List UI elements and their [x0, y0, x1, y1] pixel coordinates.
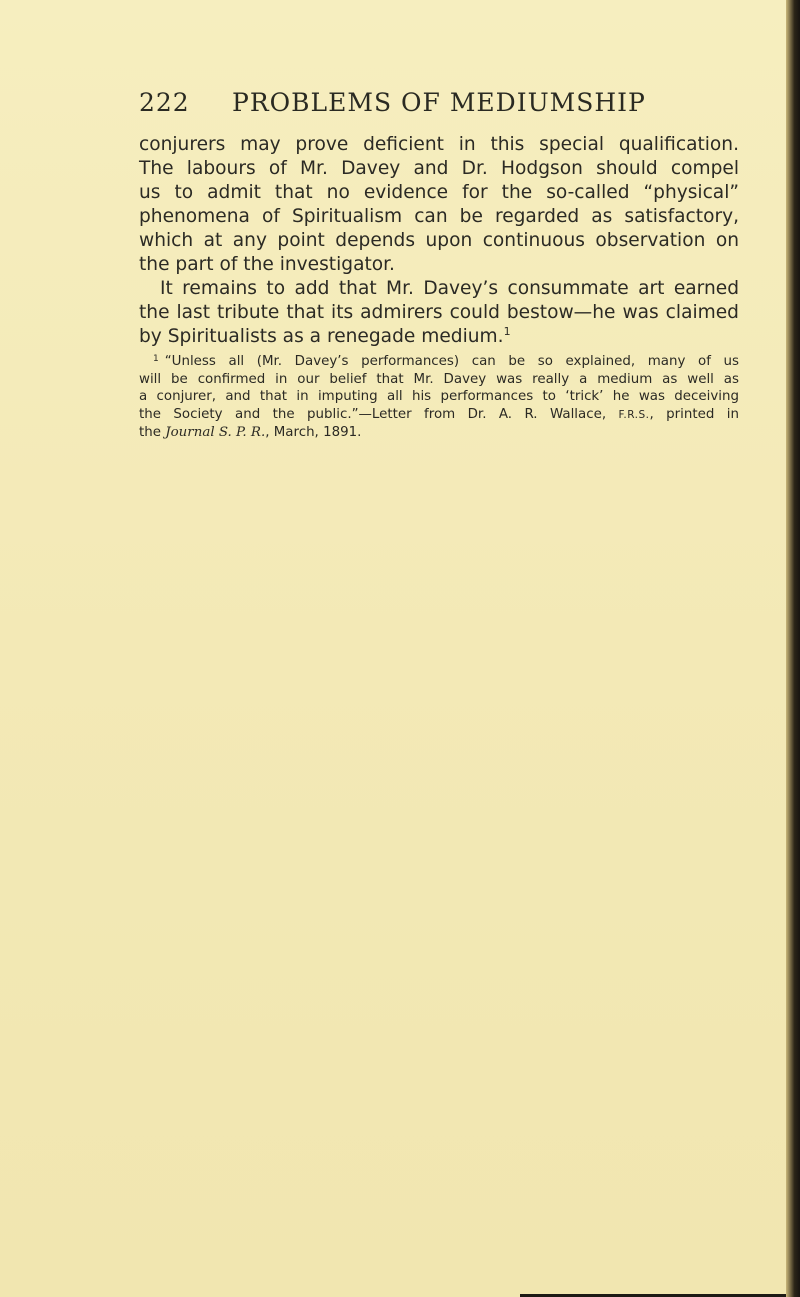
body-line: conjurers may prove deficient in this special qualification.: [139, 134, 739, 155]
footnote-line: [139, 406, 739, 425]
body-line: the part of the investigator.: [139, 254, 395, 275]
footnote-the: the: [139, 425, 161, 441]
running-title: PROBLEMS OF MEDIUMSHIP: [232, 88, 646, 117]
body-line-last: [139, 325, 739, 349]
footnote: [139, 351, 739, 442]
page-number: 222: [139, 88, 190, 117]
footnote-line-text: the Society and the public.”—Letter from Dr. A. R. Wallace,: [139, 406, 607, 422]
footnote-date: , March, 1891.: [265, 425, 362, 441]
footnote-line: will be confirmed in our belief that Mr. Davey was really a medium as well as: [139, 371, 739, 387]
body-line: The labours of Mr. Davey and Dr. Hodgson should compel: [139, 158, 739, 179]
body-line: the last tribute that its admirers could bestow—he was claimed: [139, 302, 739, 323]
footnote-line-end: , printed in: [649, 406, 739, 422]
footnote-frs: F.R.S.: [618, 408, 650, 421]
body-line-text: by Spiritualists as a renegade medium.: [139, 326, 504, 347]
body-line: It remains to add that Mr. Davey’s consummate art earned: [160, 278, 739, 299]
running-header: [139, 88, 739, 122]
body-line: phenomena of Spiritualism can be regarded as satisfactory,: [139, 206, 739, 227]
footnote-line: [139, 424, 739, 442]
footnote-line: [139, 351, 739, 371]
footnote-mark: 1: [153, 354, 159, 364]
footnote-reference: 1: [503, 324, 511, 338]
footnote-line-text: “Unless all (Mr. Davey’s performances) can be so explained, many of us: [164, 354, 739, 369]
body-line: us to admit that no evidence for the so-called “physical”: [139, 182, 739, 203]
page-edge-shadow: [786, 0, 800, 1297]
footnote-journal: Journal S. P. R.: [165, 425, 266, 441]
body-line: which at any point depends upon continuous observation on: [139, 230, 739, 251]
body-text: [139, 133, 739, 349]
footnote-line: a conjurer, and that in imputing all his performances to ‘trick’ he was deceiving: [139, 389, 739, 405]
